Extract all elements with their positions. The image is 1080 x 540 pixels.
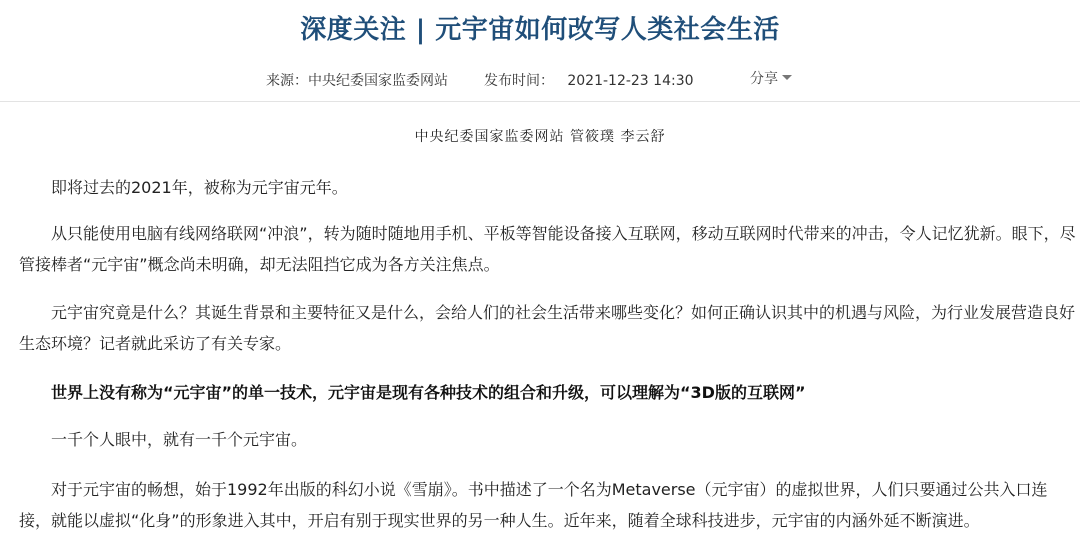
paragraph: 一千个人眼中，就有一千个元宇宙。 xyxy=(51,430,308,449)
share-button[interactable] xyxy=(750,66,792,92)
article-body xyxy=(0,102,1080,540)
chevron-down-icon xyxy=(782,75,792,80)
paragraph: 从只能使用电脑有线网络联网“冲浪”，转为随时随地用手机、平板等智能设备接入互联网，移动互联网时代带来的冲击，令人记忆犹新。眼下，尽管接棒者“元宇宙”概念尚未明确，却无法阻挡它成为各方关注焦点。 xyxy=(19,224,1076,274)
share-label: 分享 xyxy=(750,71,778,87)
paragraph: 元宇宙究竟是什么？其诞生背景和主要特征又是什么，会给人们的社会生活带来哪些变化？如何正确认识其中的机遇与风险，为行业发展营造良好生态环境？记者就此采访了有关专家。 xyxy=(19,303,1076,353)
article-title: 深度关注 | 元宇宙如何改写人类社会生活 xyxy=(300,15,780,45)
publish-time: 发布时间： 2021-12-23 14:30 xyxy=(484,73,694,89)
article-source: 来源：中央纪委国家监委网站 xyxy=(266,73,448,89)
article-meta xyxy=(0,68,1080,94)
paragraph: 对于元宇宙的畅想，始于1992年出版的科幻小说《雪崩》。书中描述了一个名为Metaverse（元宇宙）的虚拟世界，人们只要通过公共入口连接，就能以虚拟“化身”的形象进入其中，开启有别于现实世界的另一种人生。近年来，随着全球科技进步，元宇宙的内涵外延不断演进。 xyxy=(19,480,1048,530)
section-heading: 世界上没有称为“元宇宙”的单一技术，元宇宙是现有各种技术的组合和升级，可以理解为“3D版的互联网” xyxy=(51,383,806,402)
article-header xyxy=(0,0,1080,102)
paragraph: 即将过去的2021年，被称为元宇宙元年。 xyxy=(51,178,348,197)
article-byline: 中央纪委国家监委网站 管筱璞 李云舒 xyxy=(414,129,666,145)
